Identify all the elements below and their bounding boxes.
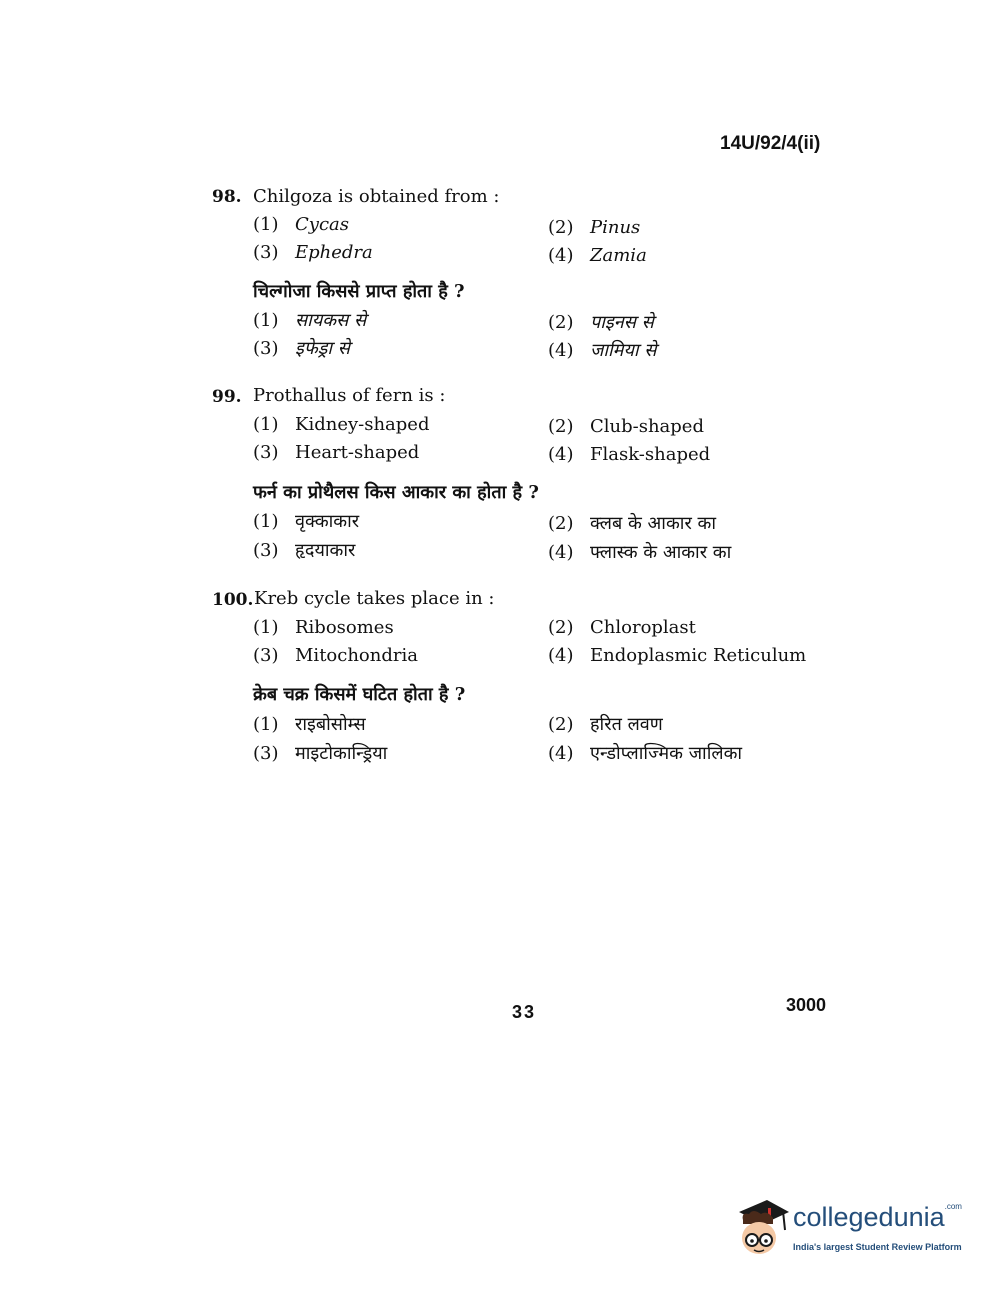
option-text: क्लब के आकार का: [590, 513, 717, 534]
page-number: 33: [512, 1002, 537, 1022]
option-3-en: [253, 442, 419, 463]
option-number: (4): [548, 542, 574, 563]
question-text-en: Chilgoza is obtained from :: [253, 186, 500, 207]
option-text: पाइनस से: [590, 312, 654, 333]
option-number: (1): [253, 714, 279, 735]
option-2-en: [548, 617, 696, 638]
option-1-en: [253, 414, 429, 435]
option-text: Ribosomes: [295, 617, 394, 638]
option-2-en: [548, 416, 704, 437]
option-number: (3): [253, 540, 279, 561]
option-number: (3): [253, 242, 279, 263]
option-2-en: [548, 217, 640, 238]
option-text: माइटोकान्ड्रिया: [295, 743, 388, 764]
paper-code: 14U/92/4(ii): [720, 133, 821, 154]
option-text: Zamia: [590, 245, 647, 266]
logo-tagline: India's largest Student Review Platform: [793, 1242, 962, 1252]
option-1-hi: [253, 308, 366, 332]
option-text: जामिया से: [590, 340, 657, 361]
logo-name: collegedunia: [793, 1202, 945, 1232]
collegedunia-logo[interactable]: [733, 1194, 963, 1264]
option-text: हृदयाकार: [295, 540, 356, 561]
option-3-en: [253, 645, 418, 666]
question-text-hi: फर्न का प्रोथैलस किस आकार का होता है ?: [253, 482, 539, 503]
option-1-en: [253, 214, 349, 235]
option-3-hi: [253, 336, 350, 360]
question-number: 99.: [212, 387, 242, 407]
option-number: (3): [253, 442, 279, 463]
option-4-en: [548, 645, 806, 666]
option-number: (4): [548, 340, 574, 361]
option-number: (1): [253, 617, 279, 638]
print-count: 3000: [786, 995, 827, 1015]
option-4-hi: [548, 338, 656, 362]
option-number: (2): [548, 312, 574, 333]
option-2-hi: [548, 712, 663, 736]
option-text: Cycas: [295, 214, 349, 235]
option-number: (2): [548, 513, 574, 534]
option-number: (2): [548, 217, 574, 238]
option-number: (4): [548, 743, 574, 764]
option-number: (3): [253, 645, 279, 666]
option-number: (3): [253, 338, 279, 359]
option-4-en: [548, 245, 647, 266]
option-1-hi: [253, 509, 359, 533]
option-number: (1): [253, 310, 279, 331]
option-text: Kidney-shaped: [295, 414, 430, 435]
option-number: (1): [253, 511, 279, 532]
option-number: (1): [253, 414, 279, 435]
option-text: Club-shaped: [590, 416, 704, 437]
option-text: वृक्काकार: [295, 511, 360, 532]
question-text-en: Prothallus of fern is :: [253, 385, 446, 406]
logo-wordmark: [793, 1202, 962, 1233]
option-number: (4): [548, 645, 574, 666]
option-number: (2): [548, 714, 574, 735]
option-4-en: [548, 444, 710, 465]
option-number: (2): [548, 617, 574, 638]
option-number: (2): [548, 416, 574, 437]
option-4-hi: [548, 540, 731, 564]
option-number: (3): [253, 743, 279, 764]
option-2-hi: [548, 310, 654, 334]
option-text: Endoplasmic Reticulum: [590, 645, 807, 666]
option-number: (4): [548, 245, 574, 266]
option-text: एन्डोप्लाज्मिक जालिका: [590, 743, 743, 764]
question-text-hi: क्रेब चक्र किसमें घटित होता है ?: [253, 684, 466, 705]
question-text-en: Kreb cycle takes place in :: [254, 588, 495, 609]
mascot-icon: [733, 1194, 793, 1264]
option-text: Mitochondria: [295, 645, 418, 666]
option-3-en: [253, 242, 373, 263]
option-text: फ्लास्क के आकार का: [590, 542, 732, 563]
option-text: सायकस से: [295, 310, 367, 331]
option-text: Heart-shaped: [295, 442, 420, 463]
question-text-hi: चिल्गोजा किससे प्राप्त होता है ?: [253, 281, 465, 302]
option-1-en: [253, 617, 394, 638]
question-number: 98.: [212, 187, 242, 207]
option-text: Chloroplast: [590, 617, 696, 638]
option-3-hi: [253, 741, 387, 765]
option-number: (4): [548, 444, 574, 465]
option-text: Ephedra: [295, 242, 373, 263]
option-3-hi: [253, 538, 355, 562]
option-text: Pinus: [590, 217, 641, 238]
option-number: (1): [253, 214, 279, 235]
option-text: हरित लवण: [590, 714, 663, 735]
logo-suffix: .com: [944, 1202, 962, 1211]
option-text: Flask-shaped: [590, 444, 711, 465]
option-2-hi: [548, 511, 716, 535]
option-text: राइबोसोम्स: [295, 714, 366, 735]
option-text: इफेड्रा से: [295, 338, 350, 359]
question-number: 100.: [212, 590, 254, 610]
option-1-hi: [253, 712, 366, 736]
option-4-hi: [548, 741, 742, 765]
